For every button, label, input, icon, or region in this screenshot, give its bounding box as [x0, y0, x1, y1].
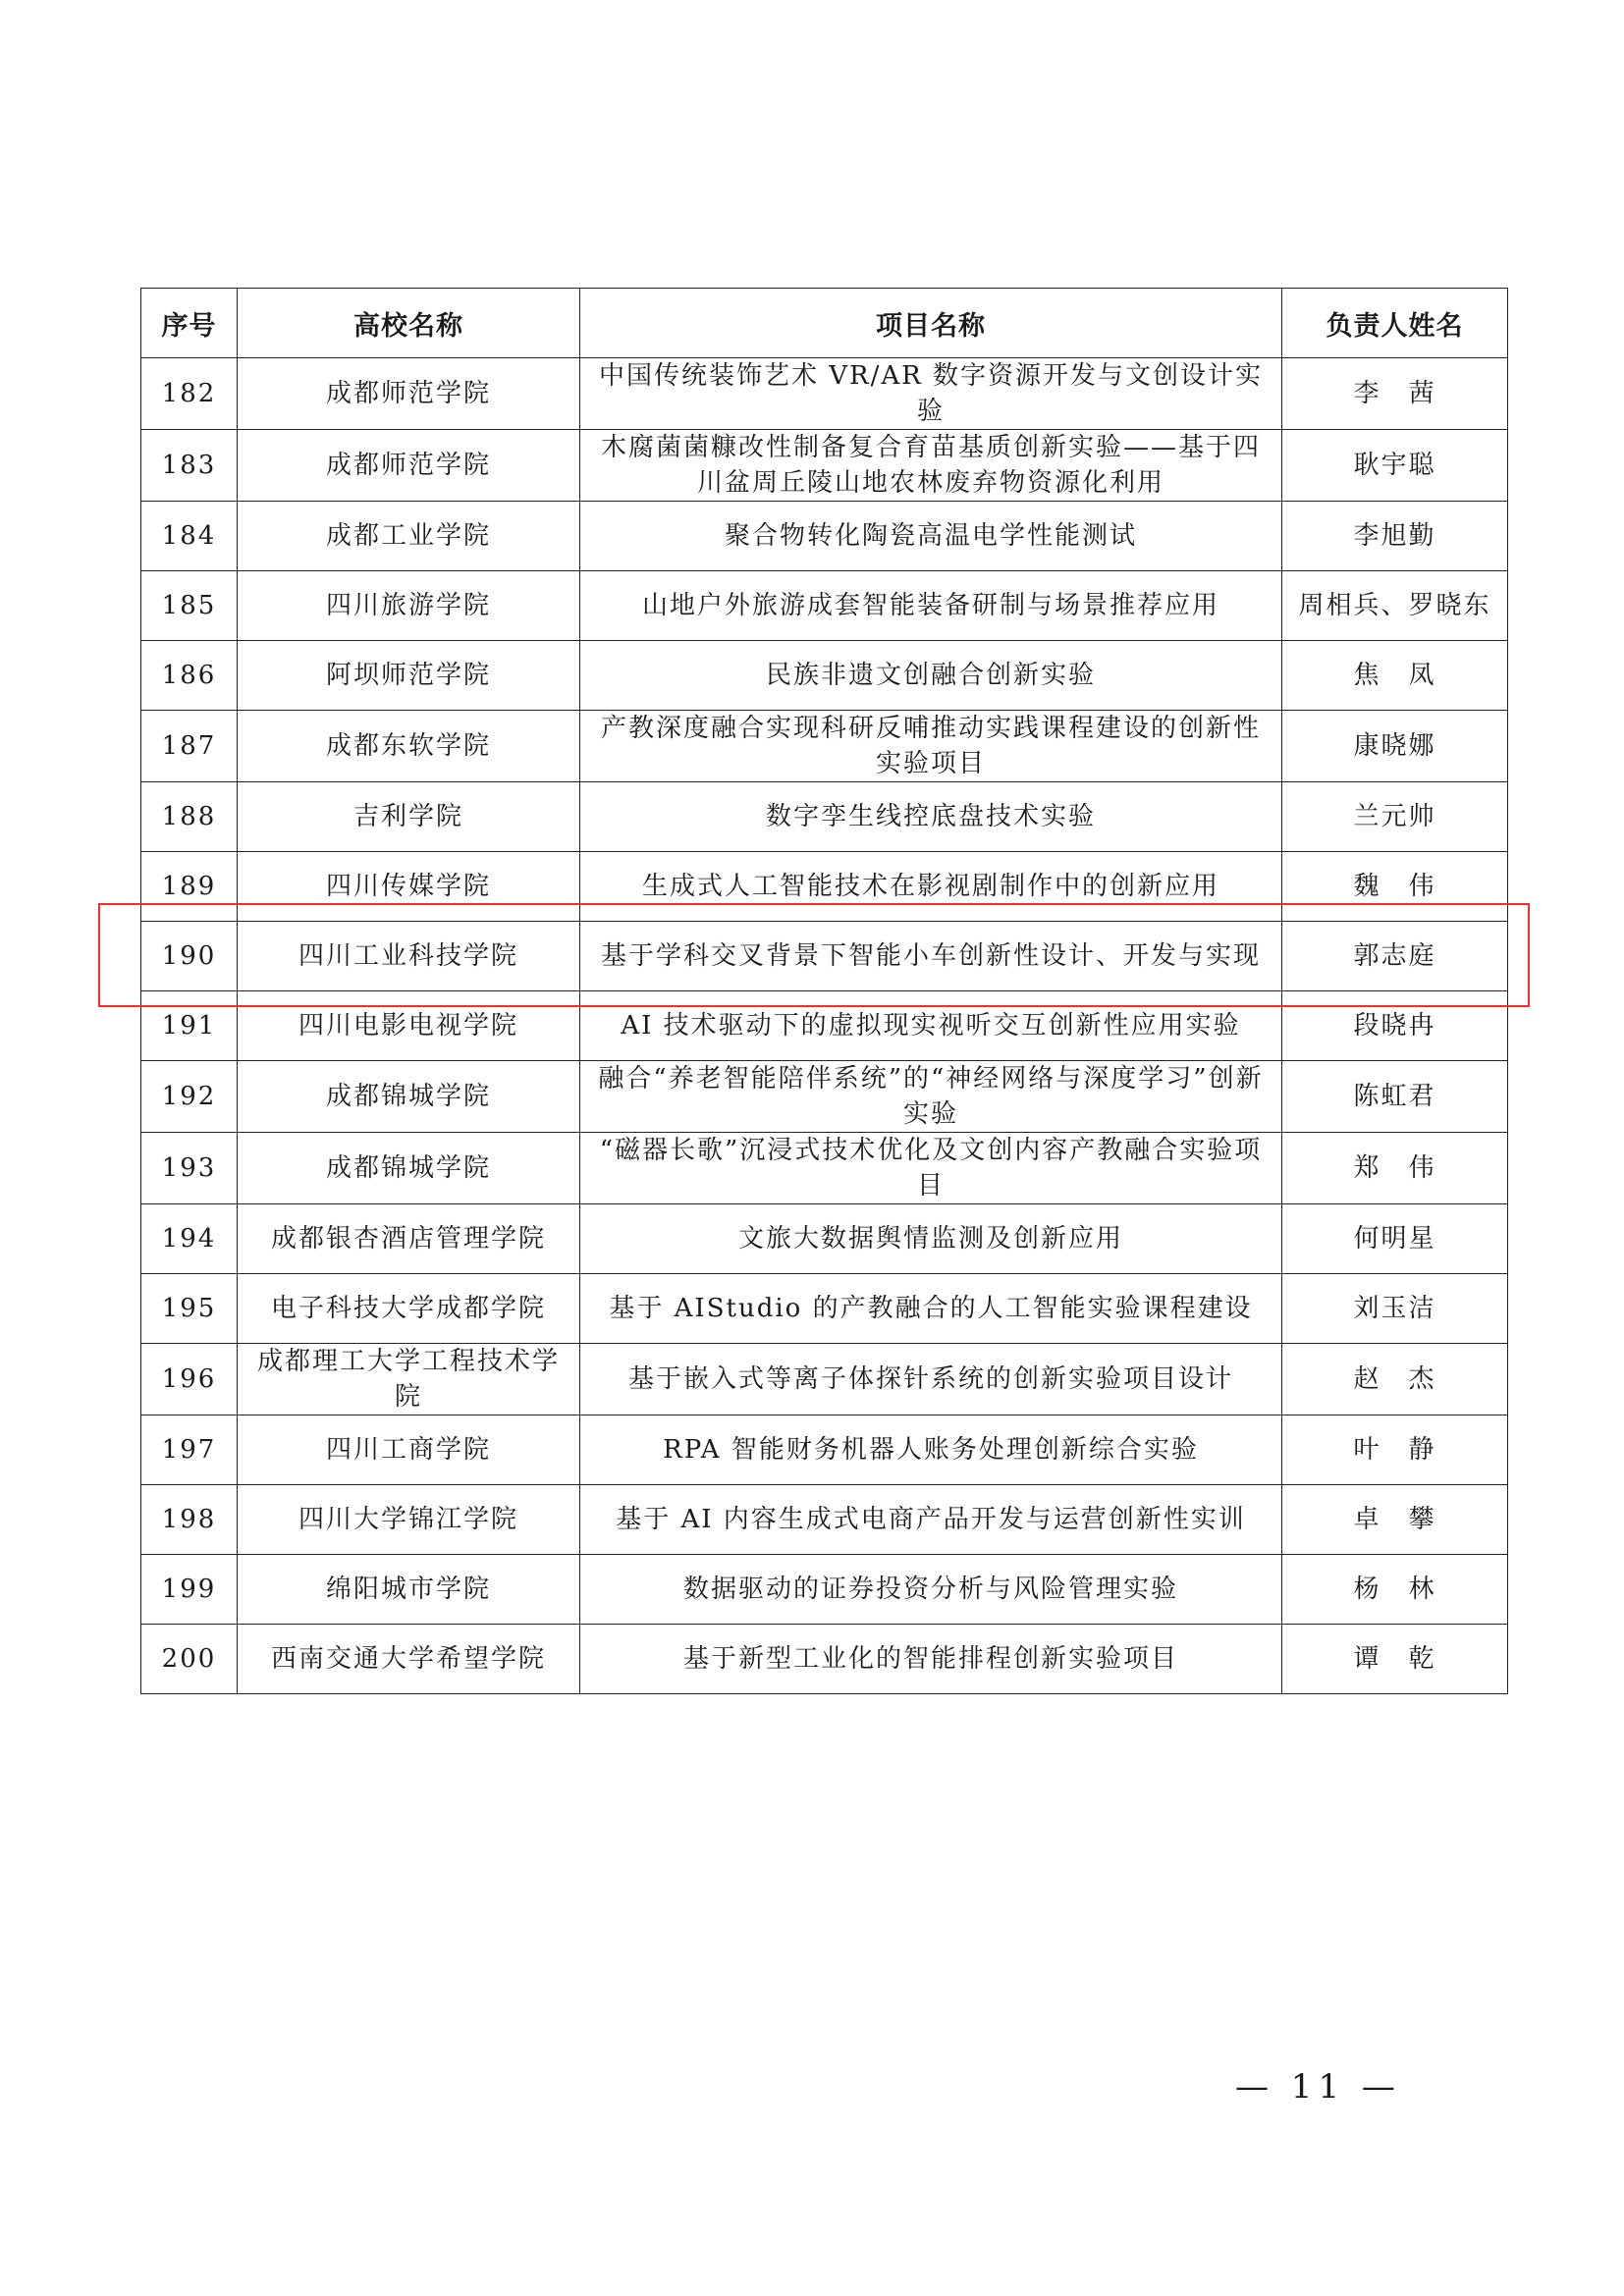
table-row: [141, 1415, 1508, 1485]
cell-project: 基于嵌入式等离子体探针系统的创新实验项目设计: [580, 1344, 1282, 1415]
cell-school: 四川电影电视学院: [238, 991, 580, 1061]
header-leader: 负责人姓名: [1282, 289, 1508, 358]
cell-leader: 杨 林: [1282, 1555, 1508, 1625]
cell-leader: 段晓冉: [1282, 991, 1508, 1061]
cell-project: 融合“养老智能陪伴系统”的“神经网络与深度学习”创新实验: [580, 1061, 1282, 1133]
cell-no: 192: [141, 1061, 238, 1133]
cell-school: 成都东软学院: [238, 711, 580, 782]
table-row: [141, 1133, 1508, 1204]
cell-leader: 刘玉洁: [1282, 1274, 1508, 1344]
cell-leader: 卓 攀: [1282, 1485, 1508, 1555]
cell-no: 182: [141, 358, 238, 430]
cell-no: 197: [141, 1415, 238, 1485]
cell-no: 184: [141, 502, 238, 571]
table-row: [141, 1274, 1508, 1344]
cell-leader: 李旭勤: [1282, 502, 1508, 571]
cell-leader: 耿宇聪: [1282, 430, 1508, 502]
table-row: [141, 502, 1508, 571]
cell-school: 成都师范学院: [238, 430, 580, 502]
cell-leader: 周相兵、罗晓东: [1282, 571, 1508, 641]
cell-leader: 赵 杰: [1282, 1344, 1508, 1415]
cell-project: 基于 AI 内容生成式电商产品开发与运营创新性实训: [580, 1485, 1282, 1555]
table-header: [141, 289, 1508, 358]
cell-leader: 陈虹君: [1282, 1061, 1508, 1133]
cell-school: 四川传媒学院: [238, 852, 580, 922]
cell-project: AI 技术驱动下的虚拟现实视听交互创新性应用实验: [580, 991, 1282, 1061]
cell-no: 198: [141, 1485, 238, 1555]
table-row: [141, 991, 1508, 1061]
cell-school: 吉利学院: [238, 782, 580, 852]
cell-project: 聚合物转化陶瓷高温电学性能测试: [580, 502, 1282, 571]
cell-leader: 兰元帅: [1282, 782, 1508, 852]
cell-leader: 焦 凤: [1282, 641, 1508, 711]
table-row: [141, 711, 1508, 782]
table-body: [141, 358, 1508, 1694]
cell-school: 绵阳城市学院: [238, 1555, 580, 1625]
cell-leader: 谭 乾: [1282, 1625, 1508, 1694]
cell-school: 四川工商学院: [238, 1415, 580, 1485]
cell-no: 187: [141, 711, 238, 782]
cell-no: 186: [141, 641, 238, 711]
table-row: [141, 1344, 1508, 1415]
cell-project: 文旅大数据舆情监测及创新应用: [580, 1204, 1282, 1274]
cell-school: 西南交通大学希望学院: [238, 1625, 580, 1694]
table-row: [141, 1485, 1508, 1555]
cell-no: 191: [141, 991, 238, 1061]
table-row: [141, 1061, 1508, 1133]
cell-school: 成都理工大学工程技术学院: [238, 1344, 580, 1415]
cell-project: 数字孪生线控底盘技术实验: [580, 782, 1282, 852]
cell-leader: 郑 伟: [1282, 1133, 1508, 1204]
cell-school: 成都师范学院: [238, 358, 580, 430]
cell-no: 196: [141, 1344, 238, 1415]
table-row: [141, 1204, 1508, 1274]
cell-no: 185: [141, 571, 238, 641]
cell-no: 195: [141, 1274, 238, 1344]
cell-project: 山地户外旅游成套智能装备研制与场景推荐应用: [580, 571, 1282, 641]
table-row: [141, 641, 1508, 711]
cell-no: 194: [141, 1204, 238, 1274]
table-row: [141, 852, 1508, 922]
cell-school: 四川工业科技学院: [238, 922, 580, 991]
cell-project: 基于新型工业化的智能排程创新实验项目: [580, 1625, 1282, 1694]
table-row: [141, 571, 1508, 641]
cell-no: 200: [141, 1625, 238, 1694]
page-number: — 11 —: [1235, 2067, 1401, 2107]
table-row: [141, 922, 1508, 991]
table-row: [141, 1555, 1508, 1625]
cell-school: 阿坝师范学院: [238, 641, 580, 711]
cell-no: 190: [141, 922, 238, 991]
cell-project: 民族非遗文创融合创新实验: [580, 641, 1282, 711]
table-row: [141, 430, 1508, 502]
cell-leader: 何明星: [1282, 1204, 1508, 1274]
cell-school: 电子科技大学成都学院: [238, 1274, 580, 1344]
header-school: 高校名称: [238, 289, 580, 358]
cell-project: 生成式人工智能技术在影视剧制作中的创新应用: [580, 852, 1282, 922]
table-row: [141, 1625, 1508, 1694]
cell-no: 189: [141, 852, 238, 922]
cell-project: “磁器长歌”沉浸式技术优化及文创内容产教融合实验项目: [580, 1133, 1282, 1204]
cell-no: 183: [141, 430, 238, 502]
project-table: [140, 288, 1508, 1694]
cell-leader: 李 茜: [1282, 358, 1508, 430]
cell-school: 成都银杏酒店管理学院: [238, 1204, 580, 1274]
cell-leader: 叶 静: [1282, 1415, 1508, 1485]
cell-project: 基于 AIStudio 的产教融合的人工智能实验课程建设: [580, 1274, 1282, 1344]
header-row: [141, 289, 1508, 358]
cell-leader: 郭志庭: [1282, 922, 1508, 991]
header-project: 项目名称: [580, 289, 1282, 358]
cell-leader: 康晓娜: [1282, 711, 1508, 782]
cell-school: 成都工业学院: [238, 502, 580, 571]
cell-project: RPA 智能财务机器人账务处理创新综合实验: [580, 1415, 1282, 1485]
cell-leader: 魏 伟: [1282, 852, 1508, 922]
cell-project: 木腐菌菌糠改性制备复合育苗基质创新实验——基于四川盆周丘陵山地农林废弃物资源化利用: [580, 430, 1282, 502]
cell-project: 产教深度融合实现科研反哺推动实践课程建设的创新性实验项目: [580, 711, 1282, 782]
cell-no: 199: [141, 1555, 238, 1625]
cell-school: 四川旅游学院: [238, 571, 580, 641]
header-no: 序号: [141, 289, 238, 358]
table-row: [141, 358, 1508, 430]
cell-school: 四川大学锦江学院: [238, 1485, 580, 1555]
cell-project: 基于学科交叉背景下智能小车创新性设计、开发与实现: [580, 922, 1282, 991]
cell-project: 中国传统装饰艺术 VR/AR 数字资源开发与文创设计实验: [580, 358, 1282, 430]
cell-no: 193: [141, 1133, 238, 1204]
table-row: [141, 782, 1508, 852]
cell-school: 成都锦城学院: [238, 1061, 580, 1133]
cell-no: 188: [141, 782, 238, 852]
cell-school: 成都锦城学院: [238, 1133, 580, 1204]
cell-project: 数据驱动的证券投资分析与风险管理实验: [580, 1555, 1282, 1625]
